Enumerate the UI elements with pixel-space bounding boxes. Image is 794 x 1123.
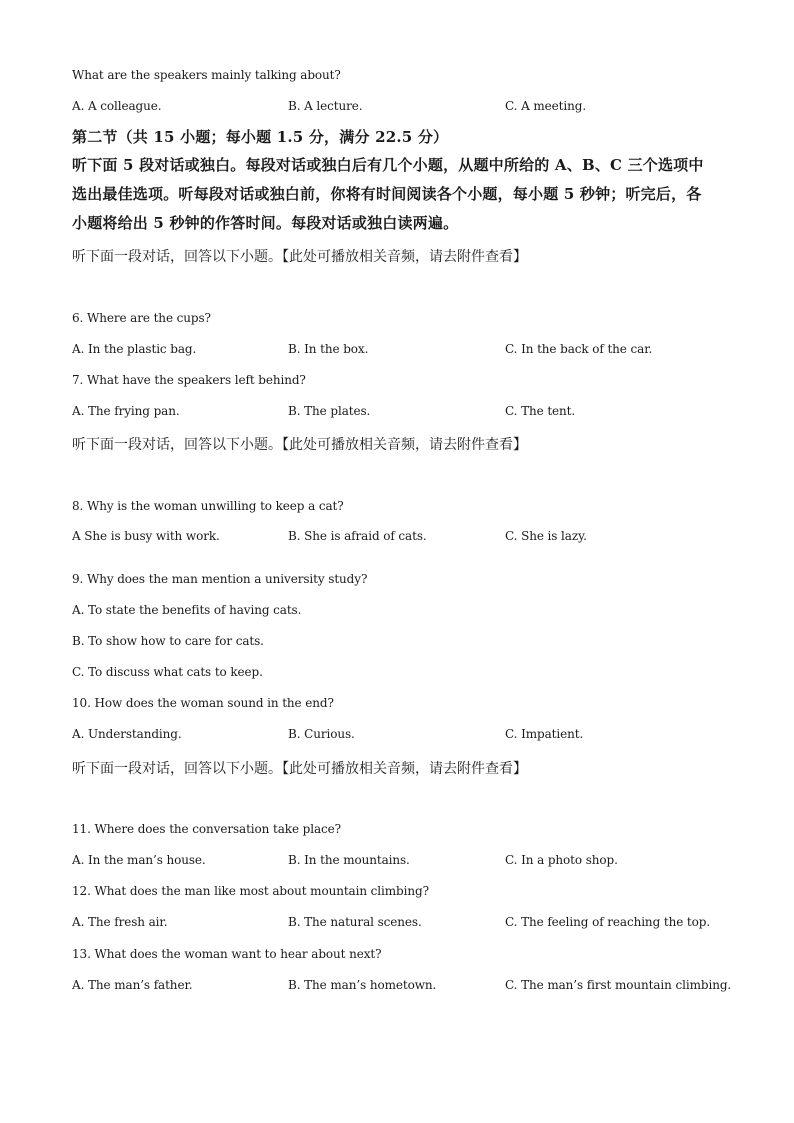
option-c: C. In a photo shop. (505, 853, 618, 867)
option-b: B. The man’s hometown. (288, 978, 437, 992)
instruction-line: 小题将给出 5 秒钟的作答时间。每段对话或独白读两遍。 (72, 214, 459, 232)
question-stem: 11. Where does the conversation take place? (72, 822, 341, 836)
option-c: C. To discuss what cats to keep. (72, 665, 263, 679)
option-c: C. A meeting. (505, 99, 587, 113)
option-a: A. To state the benefits of having cats. (72, 603, 302, 617)
option-a: A. The fresh air. (72, 915, 168, 929)
option-b: B. In the mountains. (288, 853, 410, 867)
audio-note: 听下面一段对话，回答以下小题。【此处可播放相关音频，请去附件查看】 (72, 437, 527, 453)
option-b: B. To show how to care for cats. (72, 634, 264, 648)
question-stem: 8. Why is the woman unwilling to keep a cat? (72, 499, 344, 513)
audio-note: 听下面一段对话，回答以下小题。【此处可播放相关音频，请去附件查看】 (72, 249, 527, 265)
option-a: A She is busy with work. (72, 529, 220, 543)
option-a: A. A colleague. (72, 99, 162, 113)
option-c: C. The feeling of reaching the top. (505, 915, 711, 929)
option-a: A. Understanding. (72, 727, 182, 741)
option-a: A. The man’s father. (72, 978, 193, 992)
question-stem: 10. How does the woman sound in the end? (72, 696, 334, 710)
option-c: C. Impatient. (505, 727, 584, 741)
audio-note: 听下面一段对话，回答以下小题。【此处可播放相关音频，请去附件查看】 (72, 761, 527, 777)
option-c: C. The tent. (505, 404, 576, 418)
option-b: B. She is afraid of cats. (288, 529, 427, 543)
question-stem: 13. What does the woman want to hear about next? (72, 947, 382, 961)
question-stem: 6. Where are the cups? (72, 311, 211, 325)
question-stem: 12. What does the man like most about mountain climbing? (72, 884, 429, 898)
option-a: A. In the man’s house. (72, 853, 206, 867)
option-b: B. In the box. (288, 342, 369, 356)
option-a: A. The frying pan. (72, 404, 180, 418)
option-c: C. The man’s first mountain climbing. (505, 978, 732, 992)
instruction-line: 选出最佳选项。听每段对话或独白前，你将有时间阅读各个小题，每小题 5 秒钟；听完后，各 (72, 185, 702, 203)
instruction-line: 听下面 5 段对话或独白。每段对话或独白后有几个小题，从题中所给的 A、B、C 三个选项中 (72, 156, 704, 174)
option-b: B. The natural scenes. (288, 915, 422, 929)
section-heading: 第二节（共 15 小题；每小题 1.5 分，满分 22.5 分） (72, 128, 449, 146)
option-b: B. The plates. (288, 404, 371, 418)
question-stem: 9. Why does the man mention a university study? (72, 572, 368, 586)
option-c: C. She is lazy. (505, 529, 587, 543)
question-stem: 7. What have the speakers left behind? (72, 373, 306, 387)
option-a: A. In the plastic bag. (72, 342, 197, 356)
option-b: B. A lecture. (288, 99, 363, 113)
option-c: C. In the back of the car. (505, 342, 653, 356)
option-b: B. Curious. (288, 727, 355, 741)
question-stem: What are the speakers mainly talking about? (72, 68, 341, 82)
